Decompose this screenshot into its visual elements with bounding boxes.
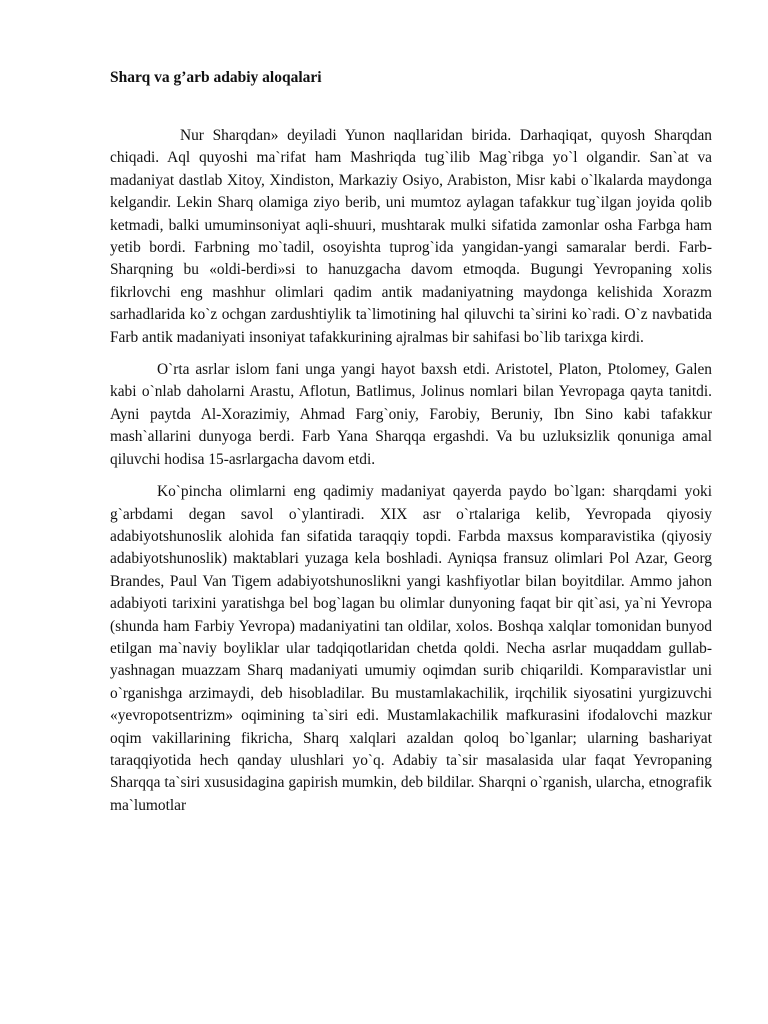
paragraph-3: Ko`pincha olimlarni eng qadimiy madaniyat qayerda paydo bo`lgan: sharqdami yoki g`arbdami degan savol o`ylantiradi. XIX asr o`rtalariga kelib, Yevropada qiyosiy adabiyotshunoslik alohida fan sifatida taraqqiy topdi. Farbda maxsus komparavistika (qiyosiy adabiyotshunoslik) maktablari yuzaga kela boshladi. Ayniqsa fransuz olimlari Pol Azar, Georg Brandes, Paul Van Tigem adabiyotshunoslikni yangi kashfiyotlar bilan boyitdilar. Ammo jahon adabiyoti tarixini yaratishga bel bog`lagan bu olimlar dunyoning faqat bir qit`asi, ya`ni Yevropa (shunda ham Farbiy Yevropa) madaniyatini tan oldilar, xolos. Boshqa xalqlar tomonidan bunyod etilgan ma`naviy boyliklar ular tadqiqotlaridan chetda qoldi. Necha asrlar muqaddam gullab-yashnagan muazzam Sharq madaniyati umumiy oqimdan surib chiqarildi. Komparavistlar uni o`rganishga arzimaydi, deb hisobladilar. Bu mustamlakachilik, irqchilik siyosatini yurgizuvchi «yevropotsentrizm» oqimining ta`siri edi. Mustamlakachilik mafkurasini ifodalovchi mazkur oqim vakillarining fikricha, Sharq xalqlari azaldan qoloq bo`lganlar; ularning bashariyat taraqqiyotida hech qanday ulushlari yo`q. Adabiy ta`sir masalasida ular faqat Yevropaning Sharqqa ta`siri xususidagina gapirish mumkin, deb bildilar. Sharqni o`rganish, ularcha, etnografik ma`lumotlar <box>110 483 712 814</box>
document-title: Sharq va g’arb adabiy aloqalari <box>110 69 322 86</box>
paragraph-2: O`rta asrlar islom fani unga yangi hayot baxsh etdi. Aristotel, Platon, Ptolomey, Galen kabi o`nlab daholarni Arastu, Aflotun, Batlimus, Jolinus nomlari bilan Yevropaga qayta tanitdi. Ayni paytda Al-Xorazimiy, Ahmad Farg`oniy, Farobiy, Beruniy, Ibn Sino kabi tafakkur mash`allarini dunyoga berdi. Farb Yana Sharqqa ergashdi. Va bu uzluksizlik qonuniga amal qiluvchi hodisa 15-asrlargacha davom etdi. <box>110 361 712 468</box>
paragraph-1: Nur Sharqdan» deyiladi Yunon naqllaridan birida. Darhaqiqat, quyosh Sharqdan chiqadi. Aql quyoshi ma`rifat ham Mashriqda tug`ilib Mag`ribga yo`l olgandir. San`at va madaniyat dastlab Xitoy, Xindiston, Markaziy Osiyo, Arabiston, Misr kabi o`lkalarda maydonga kelgandir. Lekin Sharq olamiga ziyo berib, uni mumtoz aylagan tafakkur tug`ilgan joyida qolib ketmadi, balki umuminsoniyat aqli-shuuri, mushtarak mulki sifatida zamonlar osha Farbga ham yetib bordi. Farbning mo`tadil, osoyishta tuprog`ida yangidan-yangi samaralar berdi. Farb-Sharqning bu «oldi-berdi»si to hanuzgacha davom etmoqda. Bugungi Yevropaning xolis fikrlovchi eng mashhur olimlari qadim antik madaniyatning maydonga kelishida Xorazm sarhadlarida ko`z ochgan zardushtiylik ta`limotining hal qiluvchi ta`sirini ko`radi. O`z navbatida Farb antik madaniyati insoniyat tafakkurining ajralmas bir sahifasi bo`lib tarixga kirdi. <box>110 127 712 346</box>
document-body <box>110 125 712 827</box>
